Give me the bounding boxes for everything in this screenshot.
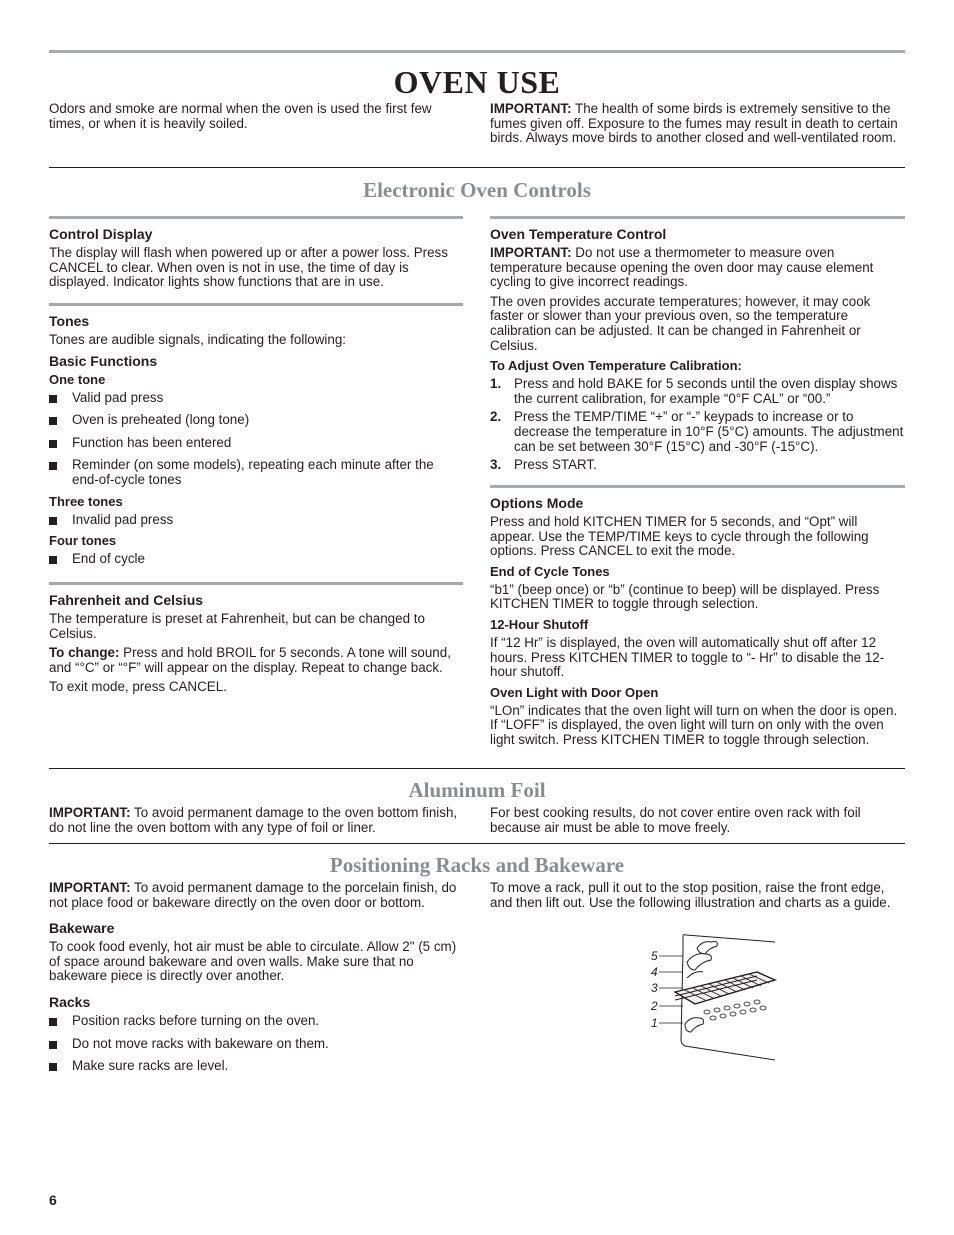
rack-lower-pattern (704, 1000, 766, 1020)
temp-control-block (490, 226, 904, 477)
list-item: Invalid pad press (49, 513, 463, 528)
list-item: 2. Press the TEMP/TIME “+” or “-” keypads to increase or to decrease the temperature in 10°F (5°C) amounts. The adjustment can be set between 30°F (15°C) and -30°F (-15°C). (490, 409, 904, 454)
section-title-electronic: Electronic Oven Controls (363, 178, 591, 202)
oven-light-heading: Oven Light with Door Open (490, 684, 659, 700)
shutoff-text: If “12 Hr” is displayed, the oven will automatically shut off after 12 hours. Press KITCHEN TIMER to toggle to “- Hr” to disable the 12-hour shutoff. (490, 634, 885, 680)
list-item: Oven is preheated (long tone) (49, 413, 463, 428)
square-bullet-icon (49, 556, 57, 564)
intro-right (490, 102, 904, 151)
foil-left (49, 806, 463, 840)
intro-left-text: Odors and smoke are normal when the oven is used the first few times, or when it is heavily soiled. (49, 101, 432, 131)
rule-fahrenheit (49, 582, 463, 585)
square-bullet-icon (49, 440, 57, 448)
adjust-calibration-heading: To Adjust Oven Temperature Calibration: (490, 358, 742, 374)
rule-tones (49, 303, 463, 306)
end-of-cycle-heading: End of Cycle Tones (490, 563, 610, 579)
rack-label-1: 1 (651, 1016, 658, 1030)
rack-label-4: 4 (651, 965, 658, 979)
square-bullet-icon (49, 1063, 57, 1071)
one-tone-list (49, 391, 463, 488)
temp-control-heading: Oven Temperature Control (490, 226, 667, 242)
control-display-block (49, 226, 463, 295)
list-item: End of cycle (49, 552, 463, 567)
four-tones-heading: Four tones (49, 533, 117, 549)
calibration-steps (490, 377, 904, 473)
foil-right (490, 806, 904, 840)
racks-left (49, 881, 463, 1082)
rack-guide-3 (687, 972, 703, 978)
fahrenheit-block (49, 592, 463, 700)
list-item: Position racks before turning on the oven. (49, 1014, 463, 1029)
intro-left (49, 102, 463, 136)
list-item: 3. Press START. (490, 457, 597, 473)
square-bullet-icon (49, 462, 57, 470)
oven-light-text: “LOn” indicates that the oven light will turn on when the door is open. If “LOFF” is displayed, the oven light will turn on only with the oven light switch. Press KITCHEN TIMER to toggle through selection. (490, 702, 898, 747)
square-bullet-icon (49, 1018, 57, 1026)
to-change-label: To change: (49, 645, 120, 661)
top-rule (49, 50, 905, 53)
fahrenheit-text: The temperature is preset at Fahrenheit, but can be changed to Celsius. (49, 611, 425, 641)
intro-right-text: The health of some birds is extremely sensitive to the fumes given off. Exposure to the fumes may result in death to certain birds. Always move birds to another closed and well-ventilated room. (490, 101, 898, 146)
rule-before-racks (49, 843, 905, 844)
control-display-text: The display will flash when powered up or after a power loss. Press CANCEL to clear. When oven is not in use, the time of day is displayed. Indicator lights show functions that are in use. (49, 245, 448, 290)
one-tone-heading: One tone (49, 371, 106, 387)
important-label: IMPORTANT: (49, 880, 131, 895)
section-title-racks: Positioning Racks and Bakeware (329, 853, 625, 877)
to-change-text: Press and hold BROIL for 5 seconds. A tone will sound, and “°C” or “°F” will appear on the display. Repeat to change back. (49, 645, 451, 675)
options-heading: Options Mode (490, 495, 584, 511)
racks-heading: Racks (49, 993, 91, 1010)
racks-important: IMPORTANT: To avoid permanent damage to the porcelain finish, do not place food or bakeware directly on the oven door or bottom. (49, 880, 457, 910)
square-bullet-icon (49, 1041, 57, 1049)
important-label: IMPORTANT: (490, 245, 572, 260)
racks-list (49, 1014, 463, 1074)
bakeware-text: To cook food evenly, hot air must be able to circulate. Allow 2" (5 cm) of space around bakeware and oven walls. Make sure that no bakeware piece is directly over another. (49, 939, 457, 984)
rule-before-electronic (49, 167, 905, 168)
options-block (490, 495, 904, 753)
rack-positions-illustration (645, 932, 780, 1064)
section-title-foil: Aluminum Foil (408, 778, 546, 802)
fahrenheit-exit: To exit mode, press CANCEL. (49, 679, 227, 695)
square-bullet-icon (49, 417, 57, 425)
page-title: OVEN USE (393, 64, 561, 100)
rule-options (490, 485, 905, 488)
tones-heading: Tones (49, 313, 90, 329)
four-tones-list (49, 552, 463, 567)
racks-right (490, 881, 904, 915)
control-display-heading: Control Display (49, 226, 153, 242)
shutoff-heading: 12-Hour Shutoff (490, 616, 589, 632)
rule-control-display (49, 216, 463, 219)
three-tones-list (49, 513, 463, 528)
list-item: 1. Press and hold BAKE for 5 seconds until the oven display shows the current calibration, for example “0°F CAL” or “00.” (490, 376, 898, 406)
page-number: 6 (49, 1192, 57, 1208)
rack-guide-4 (687, 954, 711, 970)
bakeware-heading: Bakeware (49, 920, 115, 937)
list-item: Do not move racks with bakeware on them. (49, 1037, 463, 1052)
rule-before-foil (49, 768, 905, 769)
intro-important (490, 102, 904, 146)
tones-intro: Tones are audible signals, indicating the following: (49, 332, 347, 347)
rule-temp-control (490, 216, 905, 219)
square-bullet-icon (49, 517, 57, 525)
racks-right-text: To move a rack, pull it out to the stop position, raise the front edge, and then lift out. Use the following illustration and charts as a guide. (490, 880, 891, 910)
list-item: Make sure racks are level. (49, 1059, 463, 1074)
rack-label-3: 3 (651, 981, 658, 995)
rack-label-5: 5 (651, 949, 658, 963)
fahrenheit-change (49, 646, 463, 675)
list-item: Function has been entered (49, 436, 463, 451)
important-label: IMPORTANT: (49, 805, 131, 820)
list-item: Valid pad press (49, 391, 463, 406)
foil-right-text: For best cooking results, do not cover entire oven rack with foil because air must be able to move freely. (490, 805, 861, 835)
options-text: Press and hold KITCHEN TIMER for 5 seconds, and “Opt” will appear. Use the TEMP/TIME keys to cycle through the following options. Press CANCEL to exit the mode. (490, 514, 869, 559)
temp-control-important: IMPORTANT: Do not use a thermometer to measure oven temperature because opening the oven door may cause element cycling to give incorrect readings. (490, 245, 874, 290)
rack-leader-lines (659, 956, 683, 1023)
important-label: IMPORTANT: (490, 101, 572, 116)
square-bullet-icon (49, 395, 57, 403)
three-tones-heading: Three tones (49, 493, 123, 509)
temp-control-text: The oven provides accurate temperatures; however, it may cook faster or slower than your previous oven, so the temperature calibration can be adjusted. It can be changed in Fahrenheit or Celsius. (490, 293, 871, 353)
tones-block (49, 313, 463, 575)
end-of-cycle-text: “b1” (beep once) or “b” (continue to beep) will be displayed. Press KITCHEN TIMER to toggle through selection. (490, 581, 880, 612)
rack-guide-5 (697, 942, 717, 955)
rack-guide-1 (685, 1018, 704, 1032)
rack-label-2: 2 (651, 999, 658, 1013)
fahrenheit-heading: Fahrenheit and Celsius (49, 592, 204, 608)
foil-important: IMPORTANT: To avoid permanent damage to the oven bottom finish, do not line the oven bottom with any type of foil or liner. (49, 805, 458, 835)
list-item: Reminder (on some models), repeating each minute after the end-of-cycle tones (49, 458, 463, 487)
basic-functions-heading: Basic Functions (49, 352, 158, 369)
